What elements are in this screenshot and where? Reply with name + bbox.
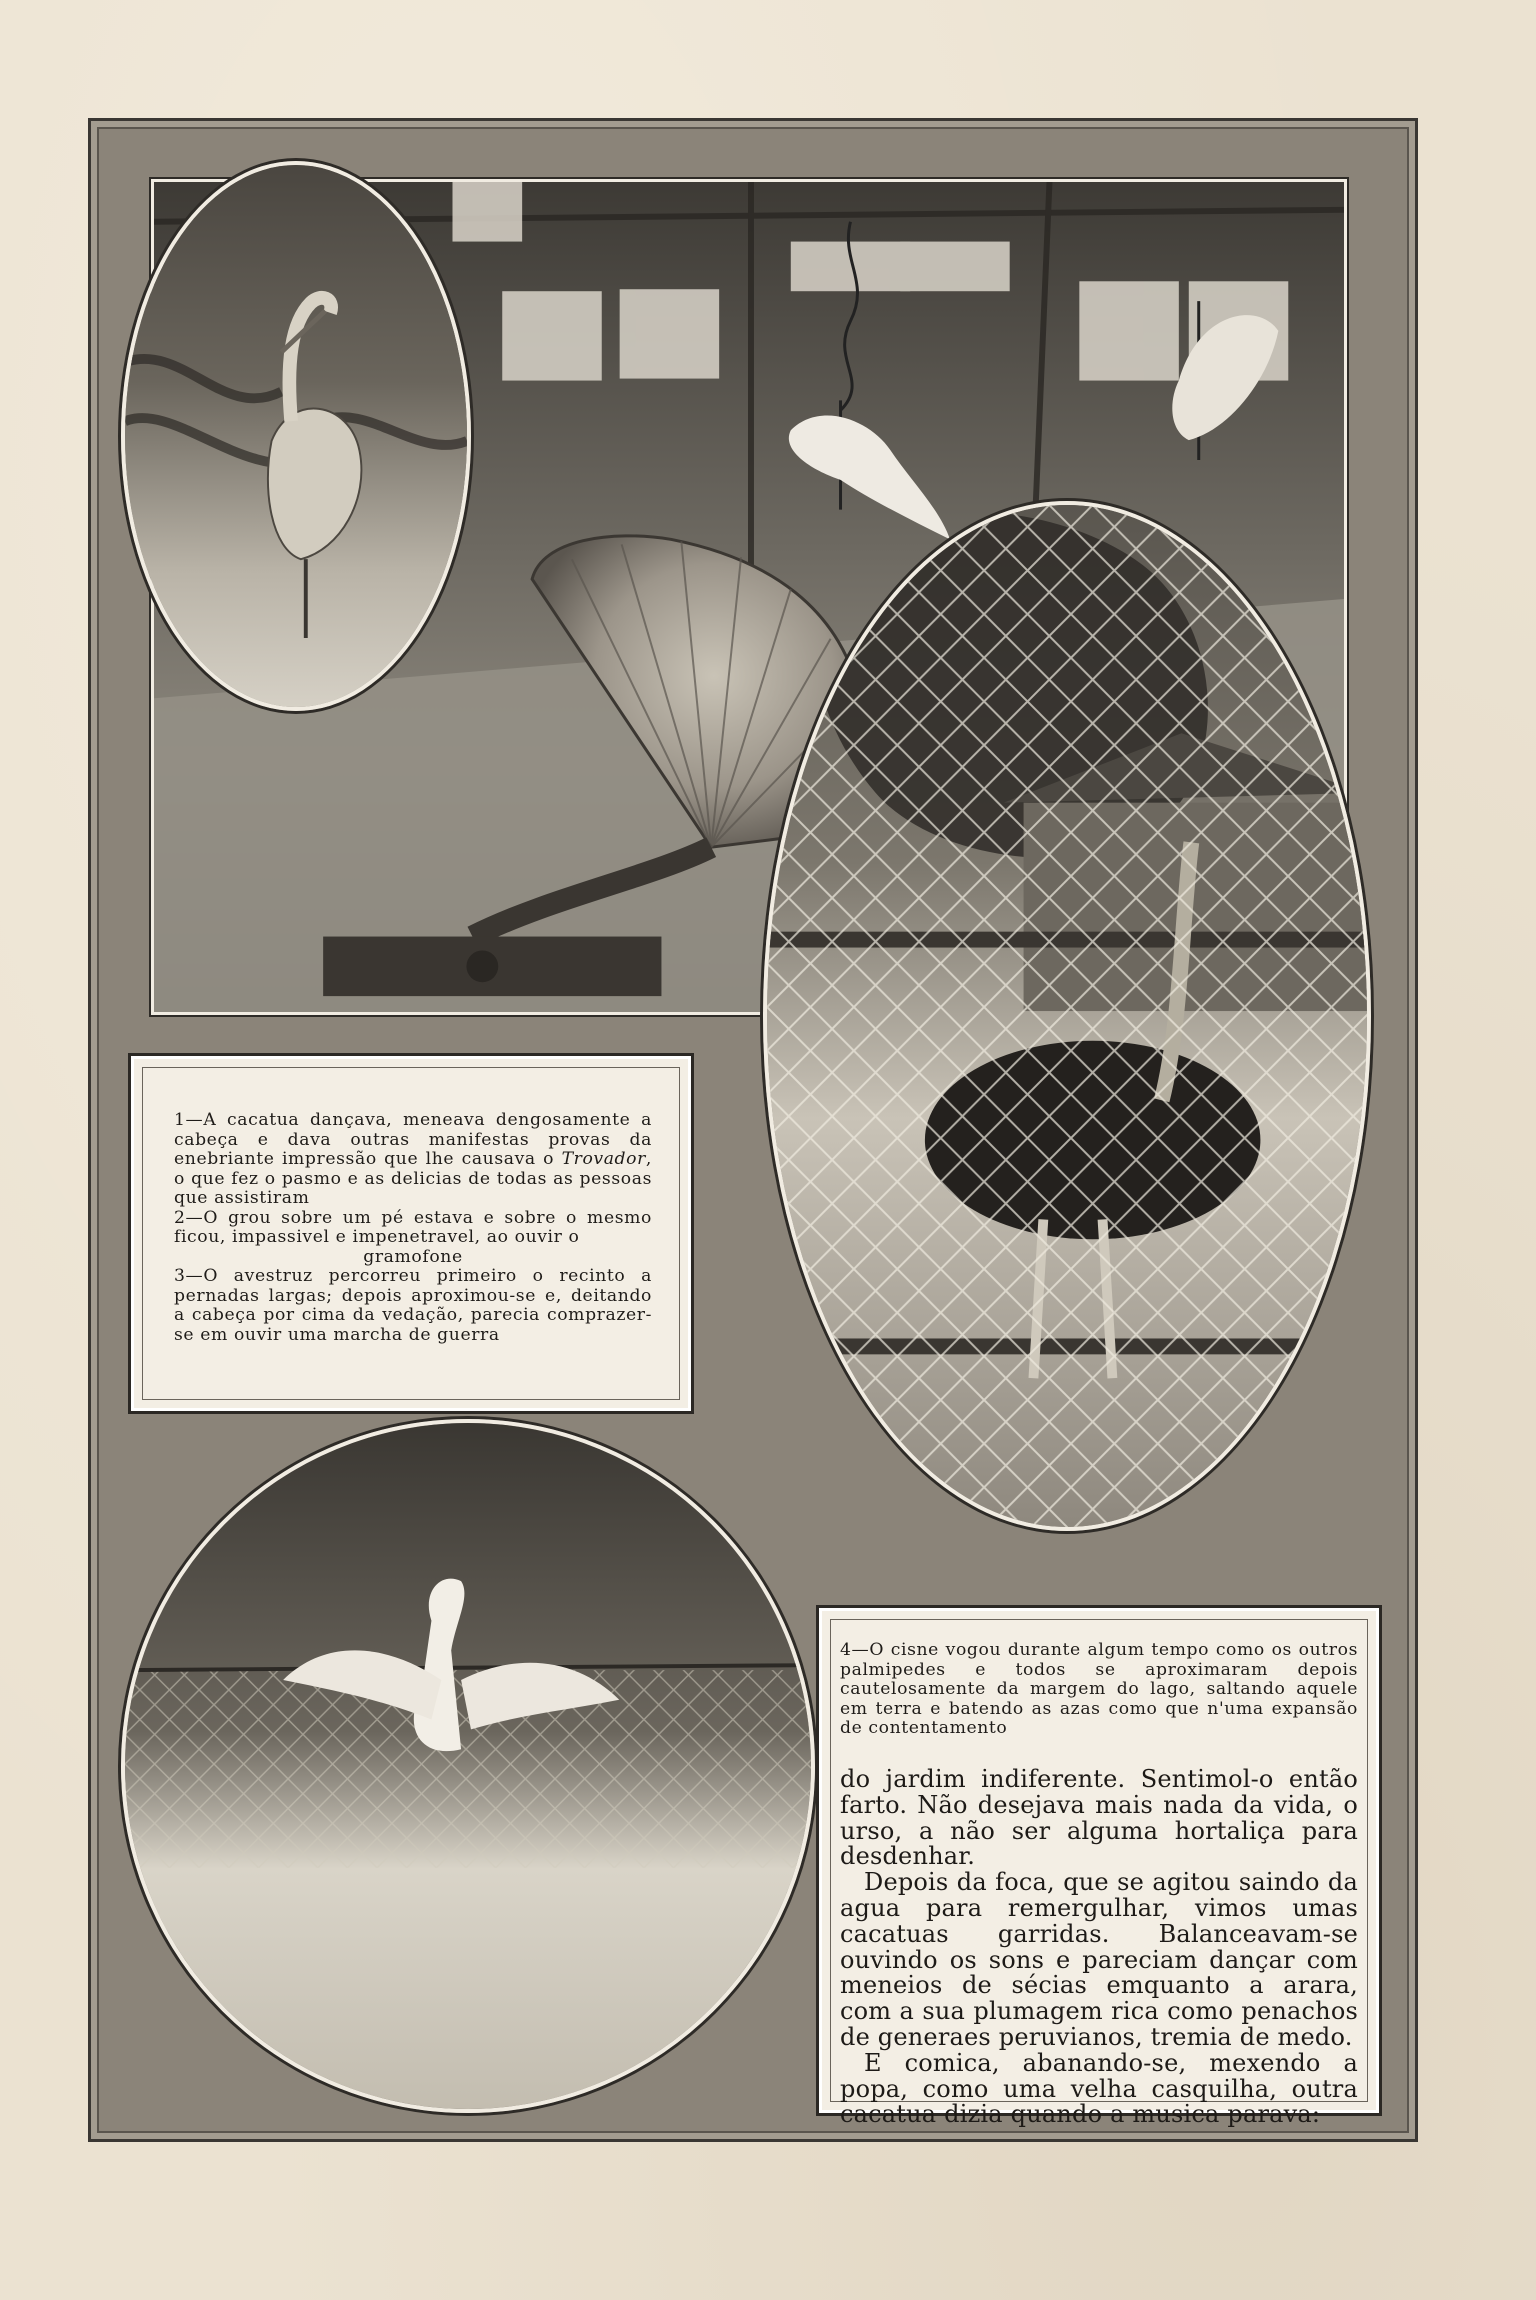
caption-1-text: 1—A cacatua dançava, meneava dengosamente a cabeça e dava outras manifestas provas da enebriante impressão que lhe causava o (174, 1110, 652, 1169)
crane-photo (121, 161, 471, 711)
photo-collage-frame (88, 118, 1418, 2142)
body-paragraph-2: Depois da foca, que se agitou saindo da agua para remergulhar, vimos umas cacatuas garridas. Balanceavam-se ouvindo os sons e pareciam dançar com meneios de sécias emquanto a arara, com a sua plumagem rica como penachos de generaes peruvianos, tremia de medo. (840, 1868, 1358, 2051)
caption-1-end: , o que fez o pasmo e as delicias de todas as pessoas que assistiram (174, 1149, 652, 1208)
ostrich-photo (763, 501, 1371, 1531)
caption-2 (174, 1209, 652, 1248)
article-body-text (840, 1767, 1358, 2128)
swan-photo (121, 1419, 815, 2113)
caption-1 (174, 1111, 652, 1209)
body-paragraph-3: E comica, abanando-se, mexendo a popa, como uma velha casquilha, outra cacatua dizia quando a musica parava: (840, 2048, 1358, 2129)
caption-box-4 (819, 1608, 1379, 2129)
caption-box-1-3 (131, 1056, 691, 1411)
body-paragraph-1: do jardim indiferente. Sentimol-o então farto. Não desejava mais nada da vida, o urso, a não ser alguma hortaliça para desdenhar. (840, 1765, 1358, 1871)
caption-1-italic: Trovador (561, 1149, 646, 1169)
caption-3: 3—O avestruz percorreu primeiro o recinto a pernadas largas; depois aproximou-se e, deitando a cabeça por cima da vedação, parecia comprazer-se em ouvir uma marcha de guerra (174, 1266, 652, 1345)
caption-4-text-block (840, 1641, 1358, 1739)
caption-4: 4—O cisne vogou durante algum tempo como os outros palmipedes e todos se aproximaram depois cautelosamente da margem do lago, saltando aquele em terra e batendo as azas como que n'uma expansão de contentamento (840, 1640, 1358, 1738)
caption-text-block (174, 1111, 652, 1345)
caption-2-end: gramofone (363, 1246, 463, 1267)
caption-2-text: 2—O grou sobre um pé estava e sobre o mesmo ficou, impassivel e impenetravel, ao ouvir o (174, 1207, 652, 1247)
